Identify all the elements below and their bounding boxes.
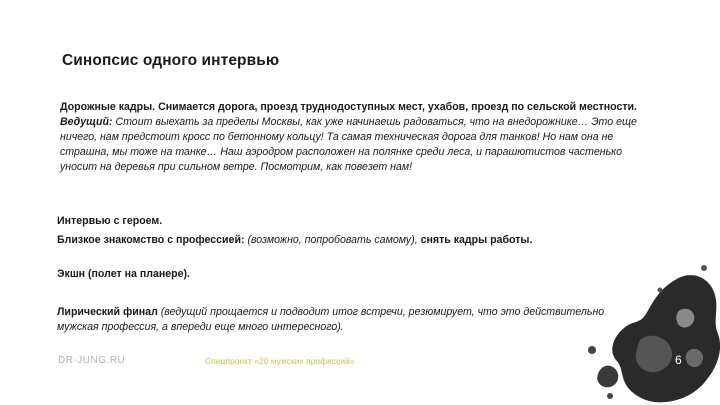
road-shots-bold: Дорожные кадры. Снимается дорога, проезд труднодоступных мест, ухабов, проезд по сельской местности. xyxy=(60,101,637,113)
slide-title: Синопсис одного интервью xyxy=(62,52,280,69)
finale-bold: Лирический финал xyxy=(57,306,158,318)
finale-italic: (ведущий прощается и подводит итог встречи, резюмирует, что это действительно мужская профессия, а впереди еще много интересного). xyxy=(57,306,605,333)
footer-logo: DR-JUNG.RU xyxy=(58,355,126,366)
profession-italic: (возможно, попробовать самому), xyxy=(247,234,418,246)
paragraph-profession xyxy=(57,233,637,248)
host-speech: Стоит выехать за пределы Москвы, как уже начинаешь радоваться, что на внедорожнике… Это еще ничего, нам предстоит кросс по бетонному кольцу! Та самая техническая дорога для танков! Но нам она не страшна, мы тоже на танке… Наш аэродром расположен на полянке среди леса, и парашютистов частенько уносит на деревья при сильном ветре. Посмотрим, как повезет нам! xyxy=(60,116,637,173)
paragraph-interview xyxy=(57,214,637,229)
page-number: 6 xyxy=(675,353,682,367)
ink-splash-decoration xyxy=(580,250,720,405)
profession-bold: Близкое знакомство с профессией: xyxy=(57,234,245,246)
profession-bold-end: снять кадры работы. xyxy=(420,234,533,246)
paragraph-road-shots xyxy=(57,100,640,175)
host-label: Ведущий: xyxy=(60,116,113,128)
interview-bold: Интервью с героем. xyxy=(57,215,163,227)
paragraph-action xyxy=(57,267,637,282)
paragraph-finale xyxy=(57,305,637,335)
action-bold: Экшн (полет на планере). xyxy=(57,268,190,280)
footer-project-title: Спецпроект «20 мужских профессий» xyxy=(205,356,355,366)
